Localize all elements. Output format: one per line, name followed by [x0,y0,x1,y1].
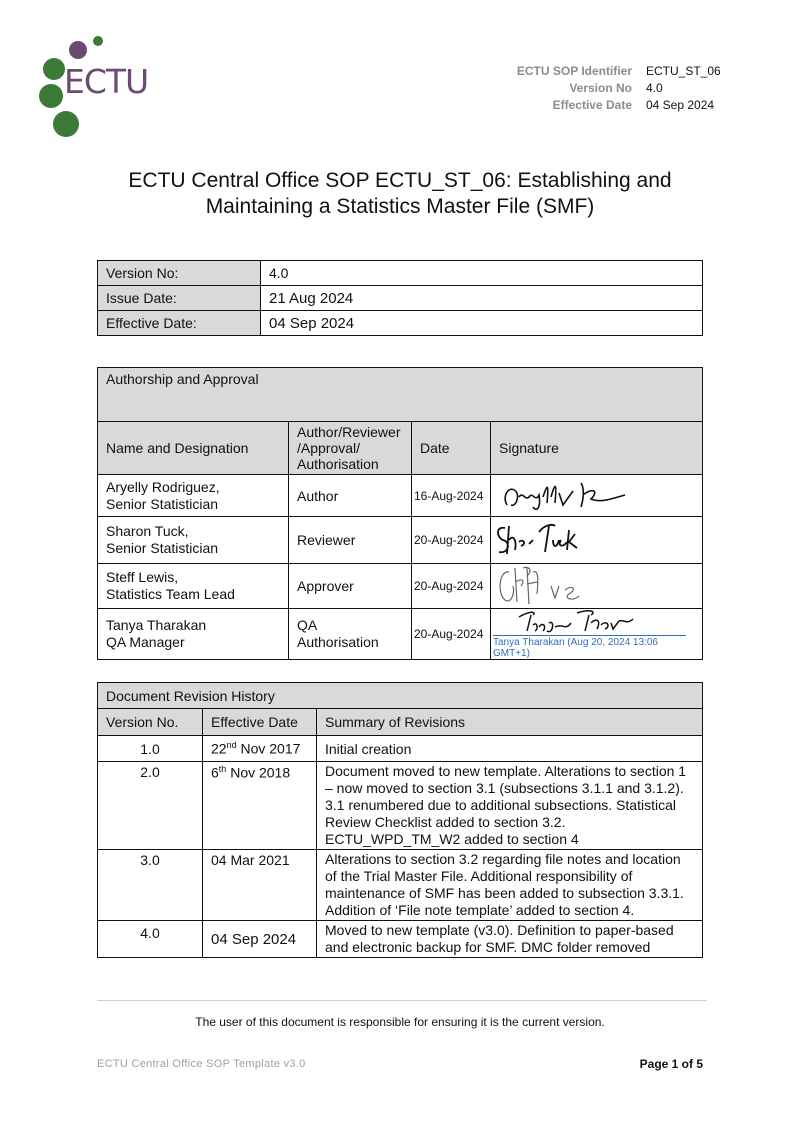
col-date-header: Date [412,422,491,475]
approver-role: Reviewer [289,517,412,564]
col-version-header: Version No. [98,709,203,736]
approver-date: 16-Aug-2024 [412,475,491,517]
col-role-header-line-2: /Approval/ [297,440,361,456]
revision-date-day: 22 [211,740,227,757]
revision-title: Document Revision History [98,683,703,709]
approver-designation: Statistics Team Lead [106,586,235,602]
title-line-2: Maintaining a Statistics Master File (SMF) [205,195,595,218]
revision-title-row [98,683,703,709]
approver-name: Sharon Tuck, [106,523,189,539]
col-effective-date-header: Effective Date [203,709,317,736]
approver-date: 20-Aug-2024 [412,517,491,564]
version-label: Version No [569,81,632,95]
version-value: 4.0 [646,81,663,95]
effective-date-label: Effective Date [552,98,632,112]
revision-version: 4.0 [98,921,203,958]
effective-date-value: 04 Sep 2024 [646,98,715,112]
info-version-value: 4.0 [261,261,703,286]
signature-icon [493,477,693,515]
signature-cell [491,564,703,609]
document-title [90,168,710,220]
approval-row-author [98,475,703,517]
revision-summary: Moved to new template (v3.0). Definition to paper-based and electronic backup for SMF. DMC folder removed [317,921,703,958]
approver-name: Steff Lewis, [106,569,179,585]
approval-row-reviewer [98,517,703,564]
approver-name: Aryelly Rodriguez, [106,478,220,495]
approval-row-qa [98,609,703,660]
approver-name-cell [98,475,289,517]
approver-date: 20-Aug-2024 [412,609,491,660]
revision-version: 2.0 [98,762,203,850]
info-row-effective [98,311,703,336]
approval-header-row [98,422,703,475]
approval-row-approver [98,564,703,609]
signature-caption: Tanya Tharakan (Aug 20, 2024 13:06 GMT+1) [493,635,686,659]
document-meta [470,63,730,114]
info-version-label: Version No: [98,261,261,286]
revision-row [98,736,703,762]
revision-row [98,921,703,958]
revision-date [203,736,317,762]
revision-summary: Alterations to section 3.2 regarding file notes and location of the Trial Master File. Additional responsibility of maintenance of SMF has been added to subsection 3.3.1. Addition of ‘File note template’ added to section 4. [317,850,703,921]
info-issue-value: 21 Aug 2024 [261,286,703,311]
approver-role-line-2: Authorisation [297,634,379,650]
col-signature-header: Signature [491,422,703,475]
revision-summary: Document moved to new template. Alterations to section 1 – now moved to section 3.1 (subsections 3.1.1 and 3.1.2). 3.1 renumbered due to additional subsections. Statistical Review Checklist added to section 3.2. ECTU_WPD_TM_W2 added to section 4 [317,762,703,850]
revision-header-row [98,709,703,736]
revision-date: 04 Sep 2024 [203,921,317,958]
revision-date-rest: Nov 2018 [226,764,291,781]
signature-icon [493,609,693,635]
sop-identifier-value: ECTU_ST_06 [646,64,721,78]
sop-identifier-label: ECTU SOP Identifier [516,64,632,78]
col-role-header-line-3: Authorisation [297,456,379,472]
approval-title-row [98,368,703,422]
approver-designation: QA Manager [106,634,185,650]
approver-name-cell [98,609,289,660]
signature-icon [493,518,693,562]
signature-cell [491,517,703,564]
info-table [97,260,703,336]
approver-name-cell [98,564,289,609]
revision-date: 04 Mar 2021 [203,850,317,921]
revision-version: 3.0 [98,850,203,921]
info-row-version [98,261,703,286]
footer-template: ECTU Central Office SOP Template v3.0 [97,1058,306,1070]
title-line-1: ECTU Central Office SOP ECTU_ST_06: Establishing and [128,169,672,192]
approver-name-cell [98,517,289,564]
col-name-header: Name and Designation [98,422,289,475]
approver-role-cell [289,609,412,660]
page-number: Page 1 of 5 [639,1057,703,1071]
revision-version: 1.0 [98,736,203,762]
approver-role: QA [297,617,318,633]
approval-title: Authorship and Approval [98,368,703,422]
col-summary-header: Summary of Revisions [317,709,703,736]
approver-date: 20-Aug-2024 [412,564,491,609]
footer-note: The user of this document is responsible for ensuring it is the current version. [195,1015,605,1029]
logo-text: ECTU [64,62,149,101]
approval-table [97,367,703,660]
info-row-issue [98,286,703,311]
revision-date-day: 6 [211,764,219,781]
approver-role: Author [289,475,412,517]
revision-date-suffix: th [218,764,227,774]
revision-date-suffix: nd [226,740,237,751]
revision-date [203,762,317,850]
info-issue-label: Issue Date: [98,286,261,311]
approver-role: Approver [289,564,412,609]
revision-date-rest: Nov 2017 [236,740,301,757]
info-effective-value: 04 Sep 2024 [261,311,703,336]
col-role-header [289,422,412,475]
signature-icon [493,564,693,608]
footer-divider [97,1000,707,1001]
signature-cell [491,609,703,660]
revision-row [98,850,703,921]
col-role-header-line-1: Author/Reviewer [297,424,401,440]
info-effective-label: Effective Date: [98,311,261,336]
approver-designation: Senior Statistician [106,540,219,556]
approver-name: Tanya Tharakan [106,617,207,633]
signature-cell [491,475,703,517]
revision-history-table [97,682,703,958]
revision-summary: Initial creation [317,736,703,762]
approver-designation: Senior Statistician [106,495,219,512]
revision-row [98,762,703,850]
